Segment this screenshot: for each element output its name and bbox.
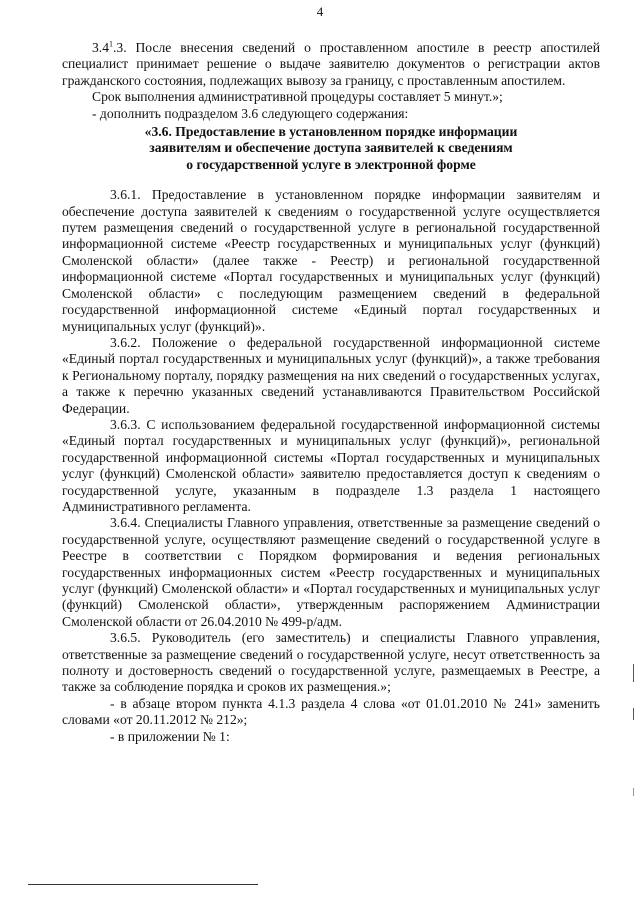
clause-number: 3.4 xyxy=(92,40,109,55)
margin-mark xyxy=(633,788,634,796)
paragraph-3-6-2: 3.6.2. Положение о федеральной государственной информационной системе «Единый портал государственных и муниципальных услуг (функций)», а также требования к Региональному порталу, порядку размещения на них сведений о государственных услугах, а также к перечню указанных сведений устанавливаются Правительством Российской Федерации. xyxy=(62,334,600,416)
paragraph-amendment-4-1-3: - в абзаце втором пункта 4.1.3 раздела 4 слова «от 01.01.2010 № 241» заменить словами «от 20.11.2012 № 212»; xyxy=(62,695,600,728)
heading-line-2: заявителям и обеспечение доступа заявителей к сведениям xyxy=(149,140,513,156)
paragraph-text: .3. После внесения сведений о проставленном апостиле в реестр апостилей специалист принимает решение о выдаче заявителю документов о регистрации актов гражданского состояния, подлежащих вывозу за границу, с проставленным апостилем. xyxy=(62,40,600,88)
clause-superscript: 1 xyxy=(109,39,113,49)
document-body xyxy=(62,40,600,745)
margin-mark xyxy=(633,708,634,720)
paragraph-3-6-3: 3.6.3. С использованием федеральной государственной информационной системы «Единый портал государственных и муниципальных услуг (функций)», региональной государственной информационной системы «Портал государственных и муниципальных услуг (функций) Смоленской области» заявителю предоставляется доступ к сведениям о государственной услуге, указанным в подразделе 1.3 раздела 1 настоящего Административного регламента. xyxy=(62,416,600,514)
paragraph-3-6-4: 3.6.4. Специалисты Главного управления, ответственные за размещение сведений о государственной услуге, осуществляют размещение сведений о государственной услуге в Реестре в соответствии с Порядком формирования и ведения региональных государственных информационных систем «Реестр государственных и муниципальных услуг (функций) Смоленской области» и «Портал государственных и муниципальных услуг (функций) Смоленской области», утвержденным распоряжением Администрации Смоленской области от 26.04.2010 № 499-р/адм. xyxy=(62,515,600,629)
heading-line-1: «3.6. Предоставление в установленном порядке информации xyxy=(144,124,518,140)
paragraph-deadline: Срок выполнения административной процедуры составляет 5 минут.»; xyxy=(92,89,503,105)
paragraph-3-6-5: 3.6.5. Руководитель (его заместитель) и специалисты Главного управления, ответственные за размещение сведений о государственной услуге, несут ответственность за полноту и достоверность сведений о государственной услуге, размещаемых в Реестре, а также за соблюдение порядка и сроков их размещения.»; xyxy=(62,630,600,695)
section-heading-3-6 xyxy=(62,124,600,173)
paragraph-3-4-1-3 xyxy=(62,40,600,89)
paragraph-3-6-1: 3.6.1. Предоставление в установленном порядке информации заявителям и обеспечение доступа заявителей к сведениям о государственной услуге осуществляется путем размещения сведений о государственной услуге в региональной государственной информационной системе «Реестр государственных и муниципальных услуг (функций) Смоленской области» (далее также - Реестр) и региональной государственной информационной системе «Портал государственных и муниципальных услуг (функций) Смоленской области» с последующим размещением сведений в федеральной государственной информационной системе «Единый портал государственных и муниципальных услуг (функций)». xyxy=(62,187,600,334)
heading-line-3: о государственной услуге в электронной форме xyxy=(186,156,476,172)
margin-mark xyxy=(633,664,634,682)
page-number: 4 xyxy=(316,4,324,19)
paragraph-add-subsection: - дополнить подразделом 3.6 следующего содержания: xyxy=(92,105,409,121)
paragraph-appendix-1: - в приложении № 1: xyxy=(110,728,230,744)
footnote-divider xyxy=(28,884,258,885)
